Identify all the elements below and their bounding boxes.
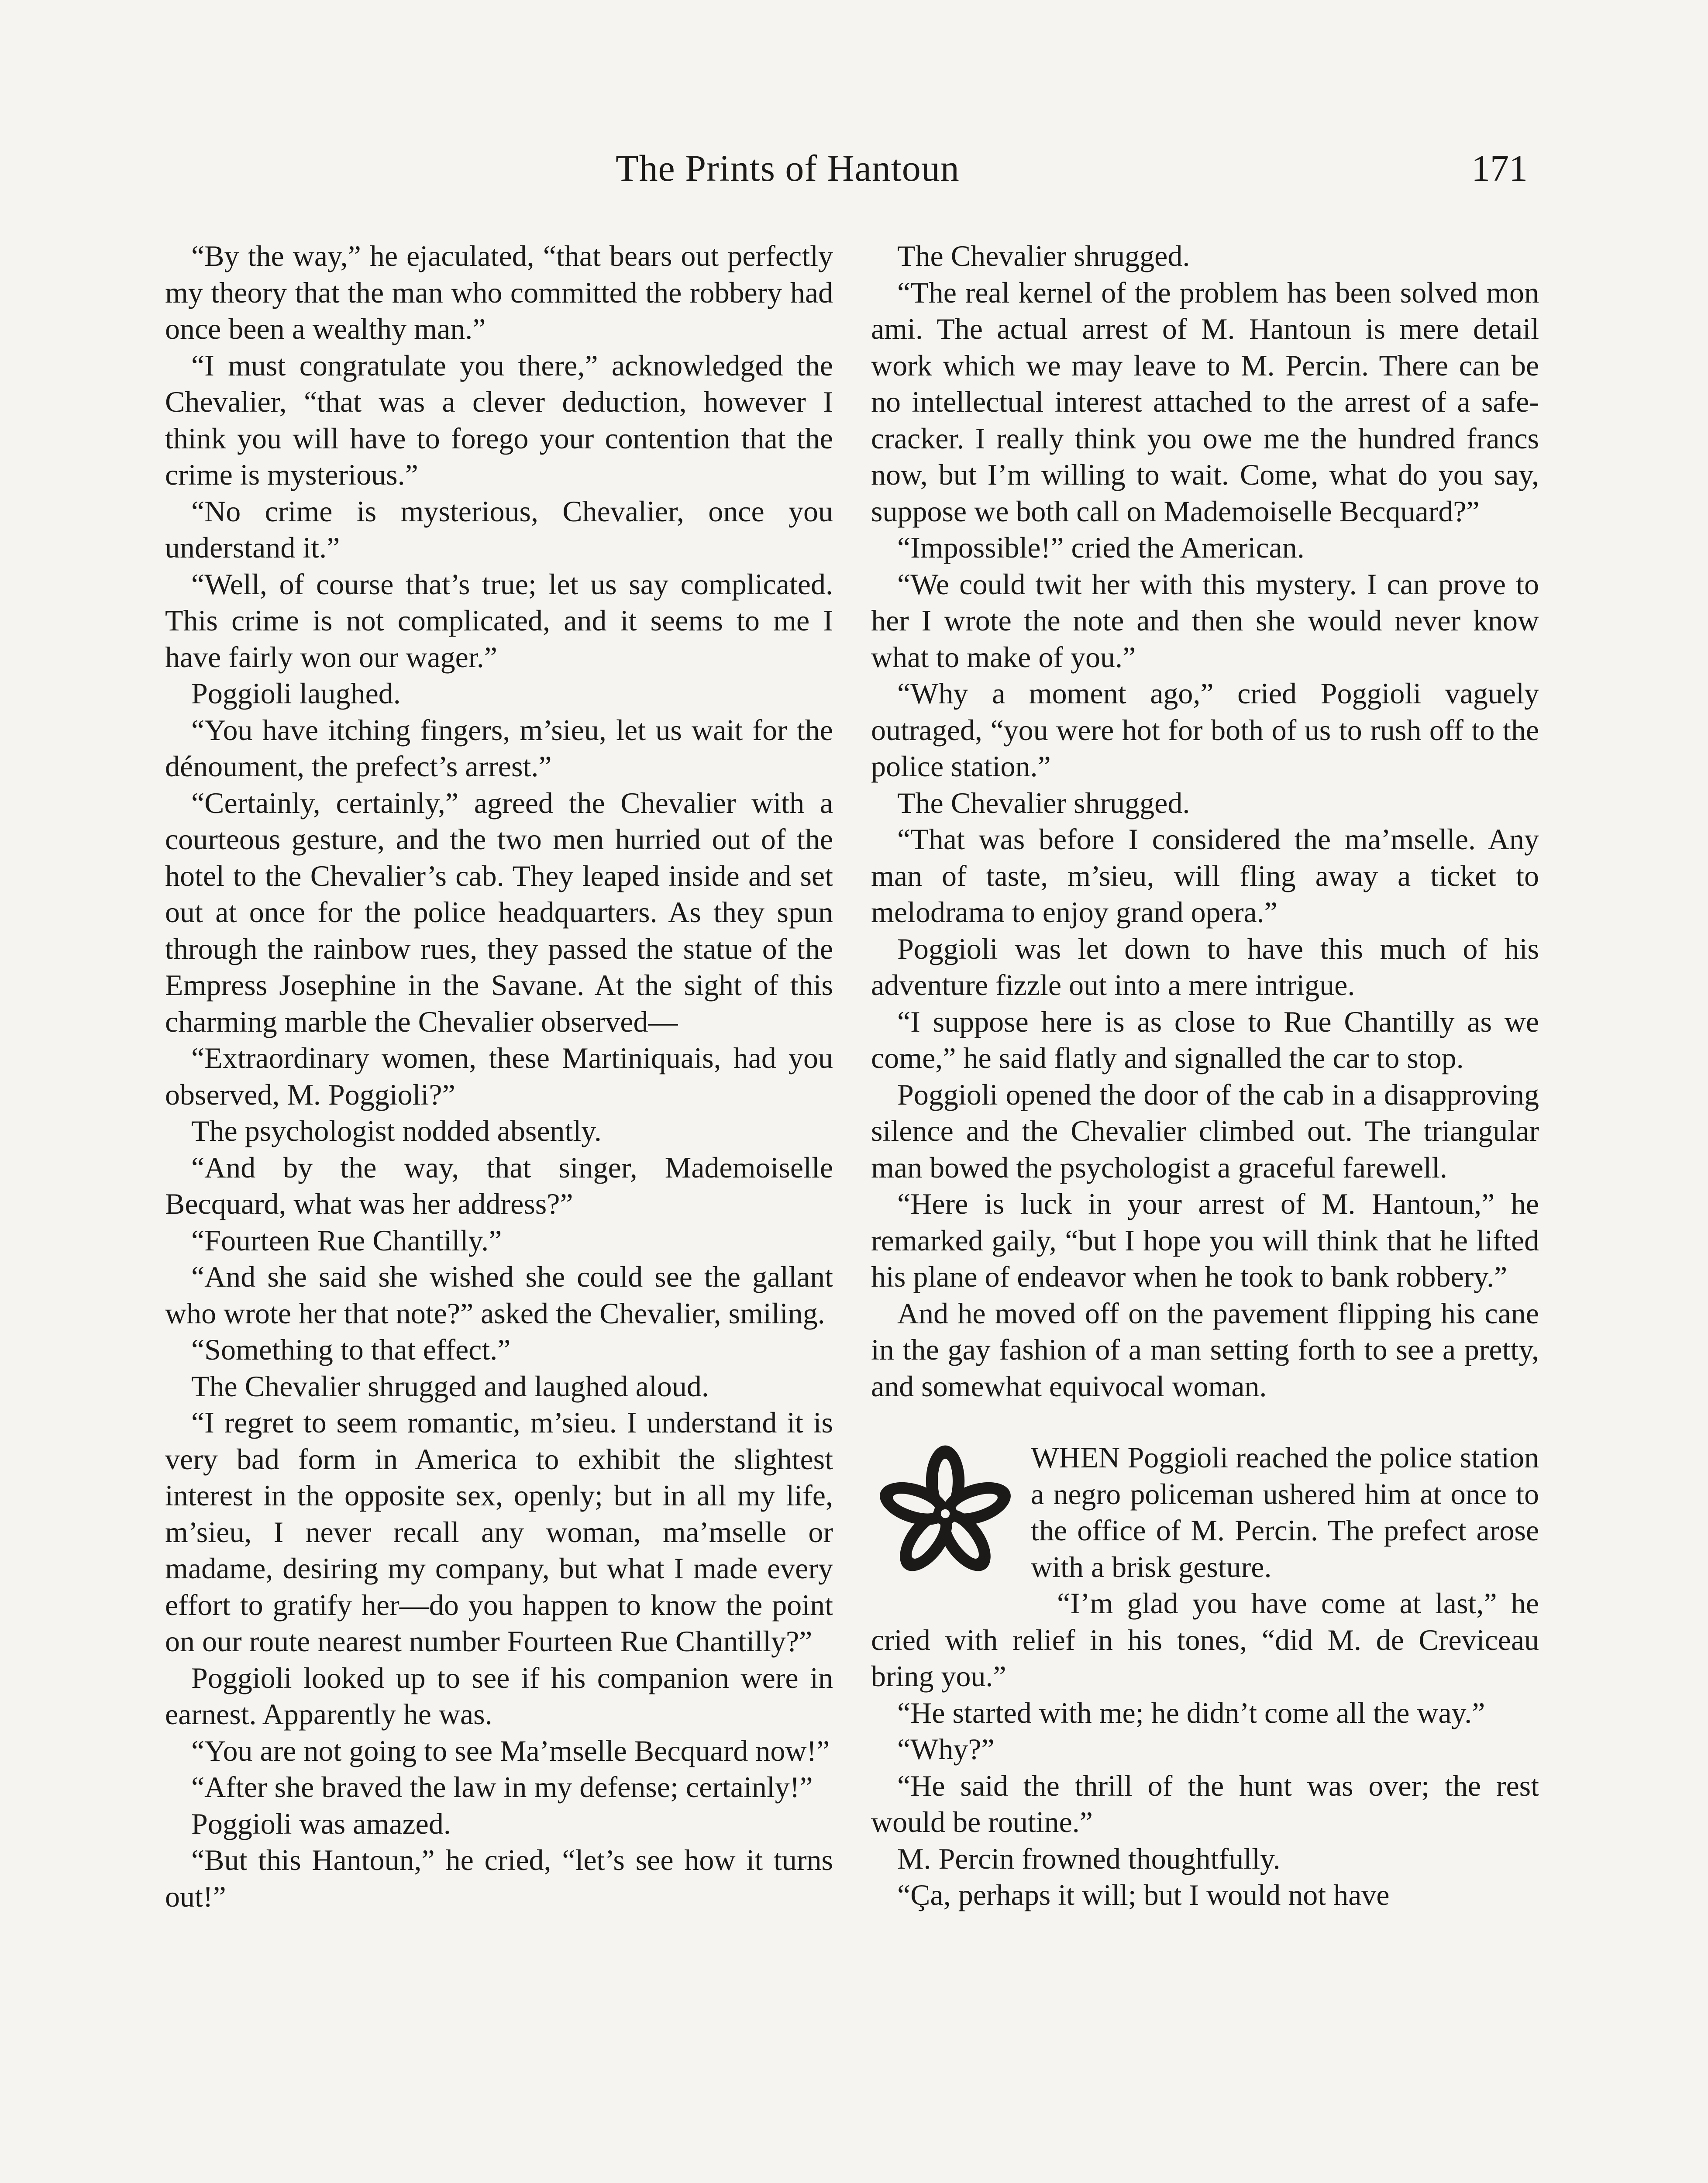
paragraph: The Chevalier shrugged. — [897, 239, 1190, 272]
paragraph: Poggioli looked up to see if his companion were in earnest. Apparently he was. — [165, 1661, 833, 1731]
paragraph: “No crime is mysterious, Chevalier, once you understand it.” — [165, 494, 833, 564]
paragraph: “I must congratulate you there,” acknowledged the Chevalier, “that was a clever deduction, however I think you will have to forego your contention that the crime is mysterious.” — [165, 348, 833, 491]
paragraph: “Extraordinary women, these Martiniquais, had you observed, M. Poggioli?” — [165, 1041, 833, 1111]
paragraph: “That was before I considered the ma’mselle. Any man of taste, m’sieu, will fling away a ticket to melodrama to enjoy grand opera.” — [871, 823, 1539, 929]
paragraph: “You are not going to see Ma’mselle Becquard now!” — [191, 1734, 830, 1767]
paragraph: The Chevalier shrugged and laughed aloud. — [191, 1369, 709, 1403]
section-opening-paragraph: WHEN Poggioli reached the police station a negro policeman ushered him at once to the office of M. Percin. The prefect arose with a brisk gesture. — [1031, 1441, 1539, 1584]
paragraph: “After she braved the law in my defense; certainly!” — [191, 1770, 813, 1804]
paragraph: The Chevalier shrugged. — [897, 786, 1190, 819]
page-number: 171 — [1471, 147, 1528, 189]
paragraph: “I regret to seem romantic, m’sieu. I understand it is very bad form in America to exhibit the slightest interest in the opposite sex, openly; but in all my life, m’sieu, I never recall any woman, ma’mselle or madame, desiring my company, but what I made every effort to gratify her—do you happen to know the point on our route nearest number Fourteen Rue Chantilly?” — [165, 1406, 833, 1658]
running-title: The Prints of Hantoun — [616, 147, 960, 189]
paragraph: Poggioli opened the door of the cab in a disapproving silence and the Chevalier climbed out. The triangular man bowed the psychologist a graceful farewell. — [871, 1078, 1539, 1184]
paragraph: “You have itching fingers, m’sieu, let us wait for the dénoument, the prefect’s arrest.” — [165, 713, 833, 783]
paragraph: “But this Hantoun,” he cried, “let’s see how it turns out!” — [165, 1843, 833, 1913]
paragraph: “He started with me; he didn’t come all the way.” — [897, 1696, 1485, 1729]
flower-ornament-icon — [871, 1439, 1019, 1588]
right-column — [871, 238, 1539, 2183]
paragraph: “We could twit her with this mystery. I can prove to her I wrote the note and then she would never know what to make of you.” — [871, 567, 1539, 674]
paragraph: “Something to that effect.” — [191, 1333, 511, 1366]
page-header — [0, 146, 1708, 203]
paragraph: “Fourteen Rue Chantilly.” — [191, 1223, 502, 1257]
paragraph: “He said the thrill of the hunt was over; the rest would be routine.” — [871, 1769, 1539, 1839]
paragraph: “And she said she wished she could see the gallant who wrote her that note?” asked the Chevalier, smiling. — [165, 1260, 833, 1330]
paragraph: “And by the way, that singer, Mademoiselle Becquard, what was her address?” — [165, 1150, 833, 1220]
paragraph: Poggioli laughed. — [191, 677, 401, 710]
paragraph: M. Percin frowned thoughtfully. — [897, 1842, 1281, 1875]
paragraph: “Certainly, certainly,” agreed the Chevalier with a courteous gesture, and the two men hurried out of the hotel to the Chevalier’s cab. They leaped inside and set out at once for the police headquarters. As they spun through the rainbow rues, they passed the statue of the Empress Josephine in the Savane. At the sight of this charming marble the Chevalier observed— — [165, 786, 833, 1038]
paragraph: “Why a moment ago,” cried Poggioli vaguely outraged, “you were hot for both of us to rush off to the police station.” — [871, 677, 1539, 783]
paragraph: Poggioli was amazed. — [191, 1807, 451, 1840]
paragraph: “The real kernel of the problem has been solved mon ami. The actual arrest of M. Hantoun is mere detail work which we may leave to M. Percin. There can be no intellectual interest attached to the arrest of a safe-cracker. I really think you owe me the hundred francs now, but I’m willing to wait. Come, what do you say, suppose we both call on Mademoiselle Becquard?” — [871, 275, 1539, 528]
section-break — [871, 1405, 1539, 1439]
paragraph: Poggioli was let down to have this much of his adventure fizzle out into a mere intrigue. — [871, 932, 1539, 1002]
paragraph: “Ça, perhaps it will; but I would not have — [897, 1878, 1390, 1911]
paragraph: “I suppose here is as close to Rue Chantilly as we come,” he said flatly and signalled the car to stop. — [871, 1005, 1539, 1074]
paragraph: “Well, of course that’s true; let us say complicated. This crime is not complicated, and it seems to me I have fairly won our wager.” — [165, 567, 833, 674]
left-column — [165, 238, 833, 2183]
paragraph: “Impossible!” cried the American. — [897, 531, 1305, 564]
paragraph: “By the way,” he ejaculated, “that bears out perfectly my theory that the man who committed the robbery had once been a wealthy man.” — [165, 239, 833, 345]
paragraph: “Why?” — [897, 1732, 995, 1766]
paragraph: The psychologist nodded absently. — [191, 1114, 602, 1147]
flower-ornament-svg — [871, 1439, 1019, 1588]
paragraph: “Here is luck in your arrest of M. Hantoun,” he remarked gaily, “but I hope you will think that he lifted his plane of endeavor when he took to bank robbery.” — [871, 1187, 1539, 1293]
paragraph: And he moved off on the pavement flipping his cane in the gay fashion of a man setting forth to see a pretty, and somewhat equivocal woman. — [871, 1296, 1539, 1403]
paragraph: “I’m glad you have come at last,” he cried with relief in his tones, “did M. de Creviceau bring you.” — [871, 1587, 1539, 1693]
